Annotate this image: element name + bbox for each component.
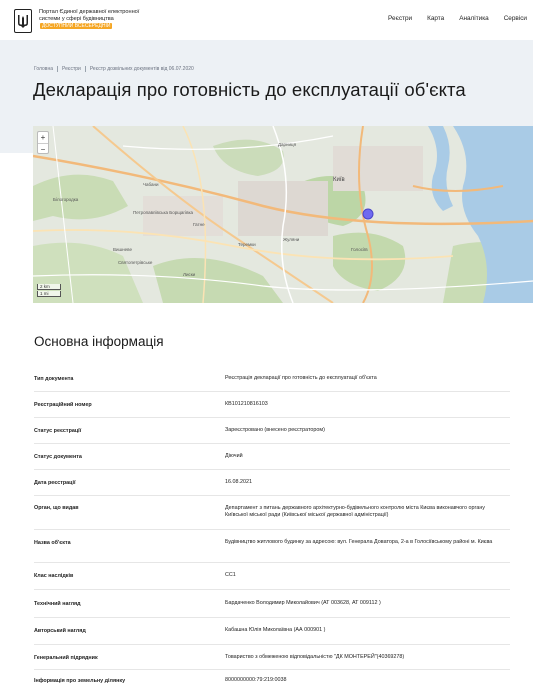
info-row-land-plot	[34, 670, 510, 694]
row-label: Орган, що видав	[34, 505, 79, 511]
info-row-reg-date	[34, 470, 510, 496]
map-label: Жуляни	[283, 237, 300, 242]
row-label: Статус реєстрації	[34, 428, 82, 434]
scale-km: 2 km	[37, 284, 61, 290]
row-label: Технічний нагляд	[34, 601, 81, 607]
nav-services[interactable]: Сервіси	[503, 15, 527, 22]
row-value: Департамент з питань державного архітектурно-будівельного контролю міста Києва виконавчого органу Київської міської ради (Київської міської державної адміністрації)	[225, 505, 486, 518]
row-value: 16.08.2021	[225, 479, 252, 485]
nav-analytics[interactable]: Аналітика	[459, 15, 489, 22]
info-row-general-contractor	[34, 645, 510, 670]
info-row-issuer	[34, 496, 510, 530]
zoom-control	[37, 131, 49, 154]
info-row-author-supervision	[34, 618, 510, 645]
map-label: Білогородка	[53, 197, 79, 202]
page-title: Декларація про готовність до експлуатації об'єкта	[33, 79, 466, 100]
location-marker-icon[interactable]	[363, 209, 373, 219]
main-nav	[373, 15, 527, 22]
row-value: Будівництво житлового будинку за адресою: вул. Генерала Доватора, 2-а в Голосіївському районі м. Києва	[225, 539, 493, 545]
map-scale	[37, 284, 61, 298]
row-value: Зареєстровано (внесено реєстратором)	[225, 427, 325, 433]
row-label: Інформація про земельну ділянку	[34, 678, 126, 684]
portal-title-text: Портал Єдиної державної електронної системи у сфері будівництва	[39, 9, 140, 22]
nav-registries[interactable]: Реєстри	[388, 15, 413, 22]
row-label: Дата реєстрації	[34, 480, 76, 486]
info-row-doc-status	[34, 444, 510, 470]
row-value: Товариство з обмеженою відповідальністю "ДК МОНТЕРЕЙ"(40369278)	[225, 654, 405, 660]
row-value: 8000000000:79:219:0038	[225, 677, 287, 683]
breadcrumb-separator	[57, 66, 58, 72]
map-label: Петропавлівська Борщагівка	[133, 210, 194, 215]
breadcrumb	[34, 66, 194, 72]
map-label: Дарниця	[278, 142, 297, 147]
info-row-tech-supervision	[34, 590, 510, 618]
info-table	[34, 366, 510, 694]
info-row-doc-type	[34, 366, 510, 392]
info-row-reg-number	[34, 392, 510, 418]
row-value: Діючий	[225, 453, 243, 459]
breadcrumb-current: Реєстр дозвільних документів від 06.07.2020	[89, 66, 194, 72]
map-label: Київ	[333, 177, 345, 183]
zoom-in-button[interactable]: +	[38, 132, 48, 144]
row-label: Тип документа	[34, 376, 74, 382]
row-label: Назва об'єкта	[34, 540, 71, 546]
nav-map[interactable]: Карта	[427, 15, 445, 22]
map-label: Чабани	[143, 182, 159, 187]
row-value: СС1	[225, 572, 236, 578]
trident-icon	[17, 13, 29, 29]
map-label: Гатне	[193, 222, 205, 227]
trident-logo-icon[interactable]	[14, 9, 32, 33]
breadcrumb-registries[interactable]: Реєстри	[62, 66, 81, 72]
breadcrumb-separator	[85, 66, 86, 72]
info-row-reg-status	[34, 418, 510, 444]
breadcrumb-home[interactable]: Головна	[34, 66, 53, 72]
map-label: Теремки	[238, 242, 256, 247]
row-label: Авторський нагляд	[34, 628, 86, 634]
info-row-consequence-class	[34, 563, 510, 590]
row-value: Бардаченко Володимир Миколайович (АТ 003628, АТ 009112 )	[225, 600, 381, 606]
location-map[interactable]	[33, 126, 533, 303]
map-label: Вишневе	[113, 247, 132, 252]
map-label: Лиски	[183, 272, 196, 277]
section-title: Основна інформація	[34, 334, 164, 349]
row-value: Кабашна Юлія Миколаївна (АА 000901 )	[225, 627, 326, 633]
info-row-object-name	[34, 530, 510, 563]
portal-badge: ДОСТУПНИЙ ВСЕСЕРЕДНІЙ	[42, 23, 111, 29]
map-label: Голосіїв	[351, 247, 368, 252]
map-tiles	[33, 126, 533, 303]
row-value: КВ101210816103	[225, 401, 268, 407]
portal-title[interactable]	[39, 9, 159, 30]
row-label: Реєстраційний номер	[34, 402, 92, 408]
row-value: Реєстрація декларації про готовність до експлуатації об'єкта	[225, 375, 377, 381]
zoom-out-button[interactable]: −	[40, 145, 46, 154]
row-label: Клас наслідків	[34, 573, 74, 579]
top-header	[0, 0, 533, 41]
row-label: Генеральний підрядник	[34, 655, 98, 661]
row-label: Статус документа	[34, 454, 82, 460]
map-label: Святопетрівське	[118, 260, 153, 265]
scale-mi: 1 mi	[37, 291, 61, 297]
